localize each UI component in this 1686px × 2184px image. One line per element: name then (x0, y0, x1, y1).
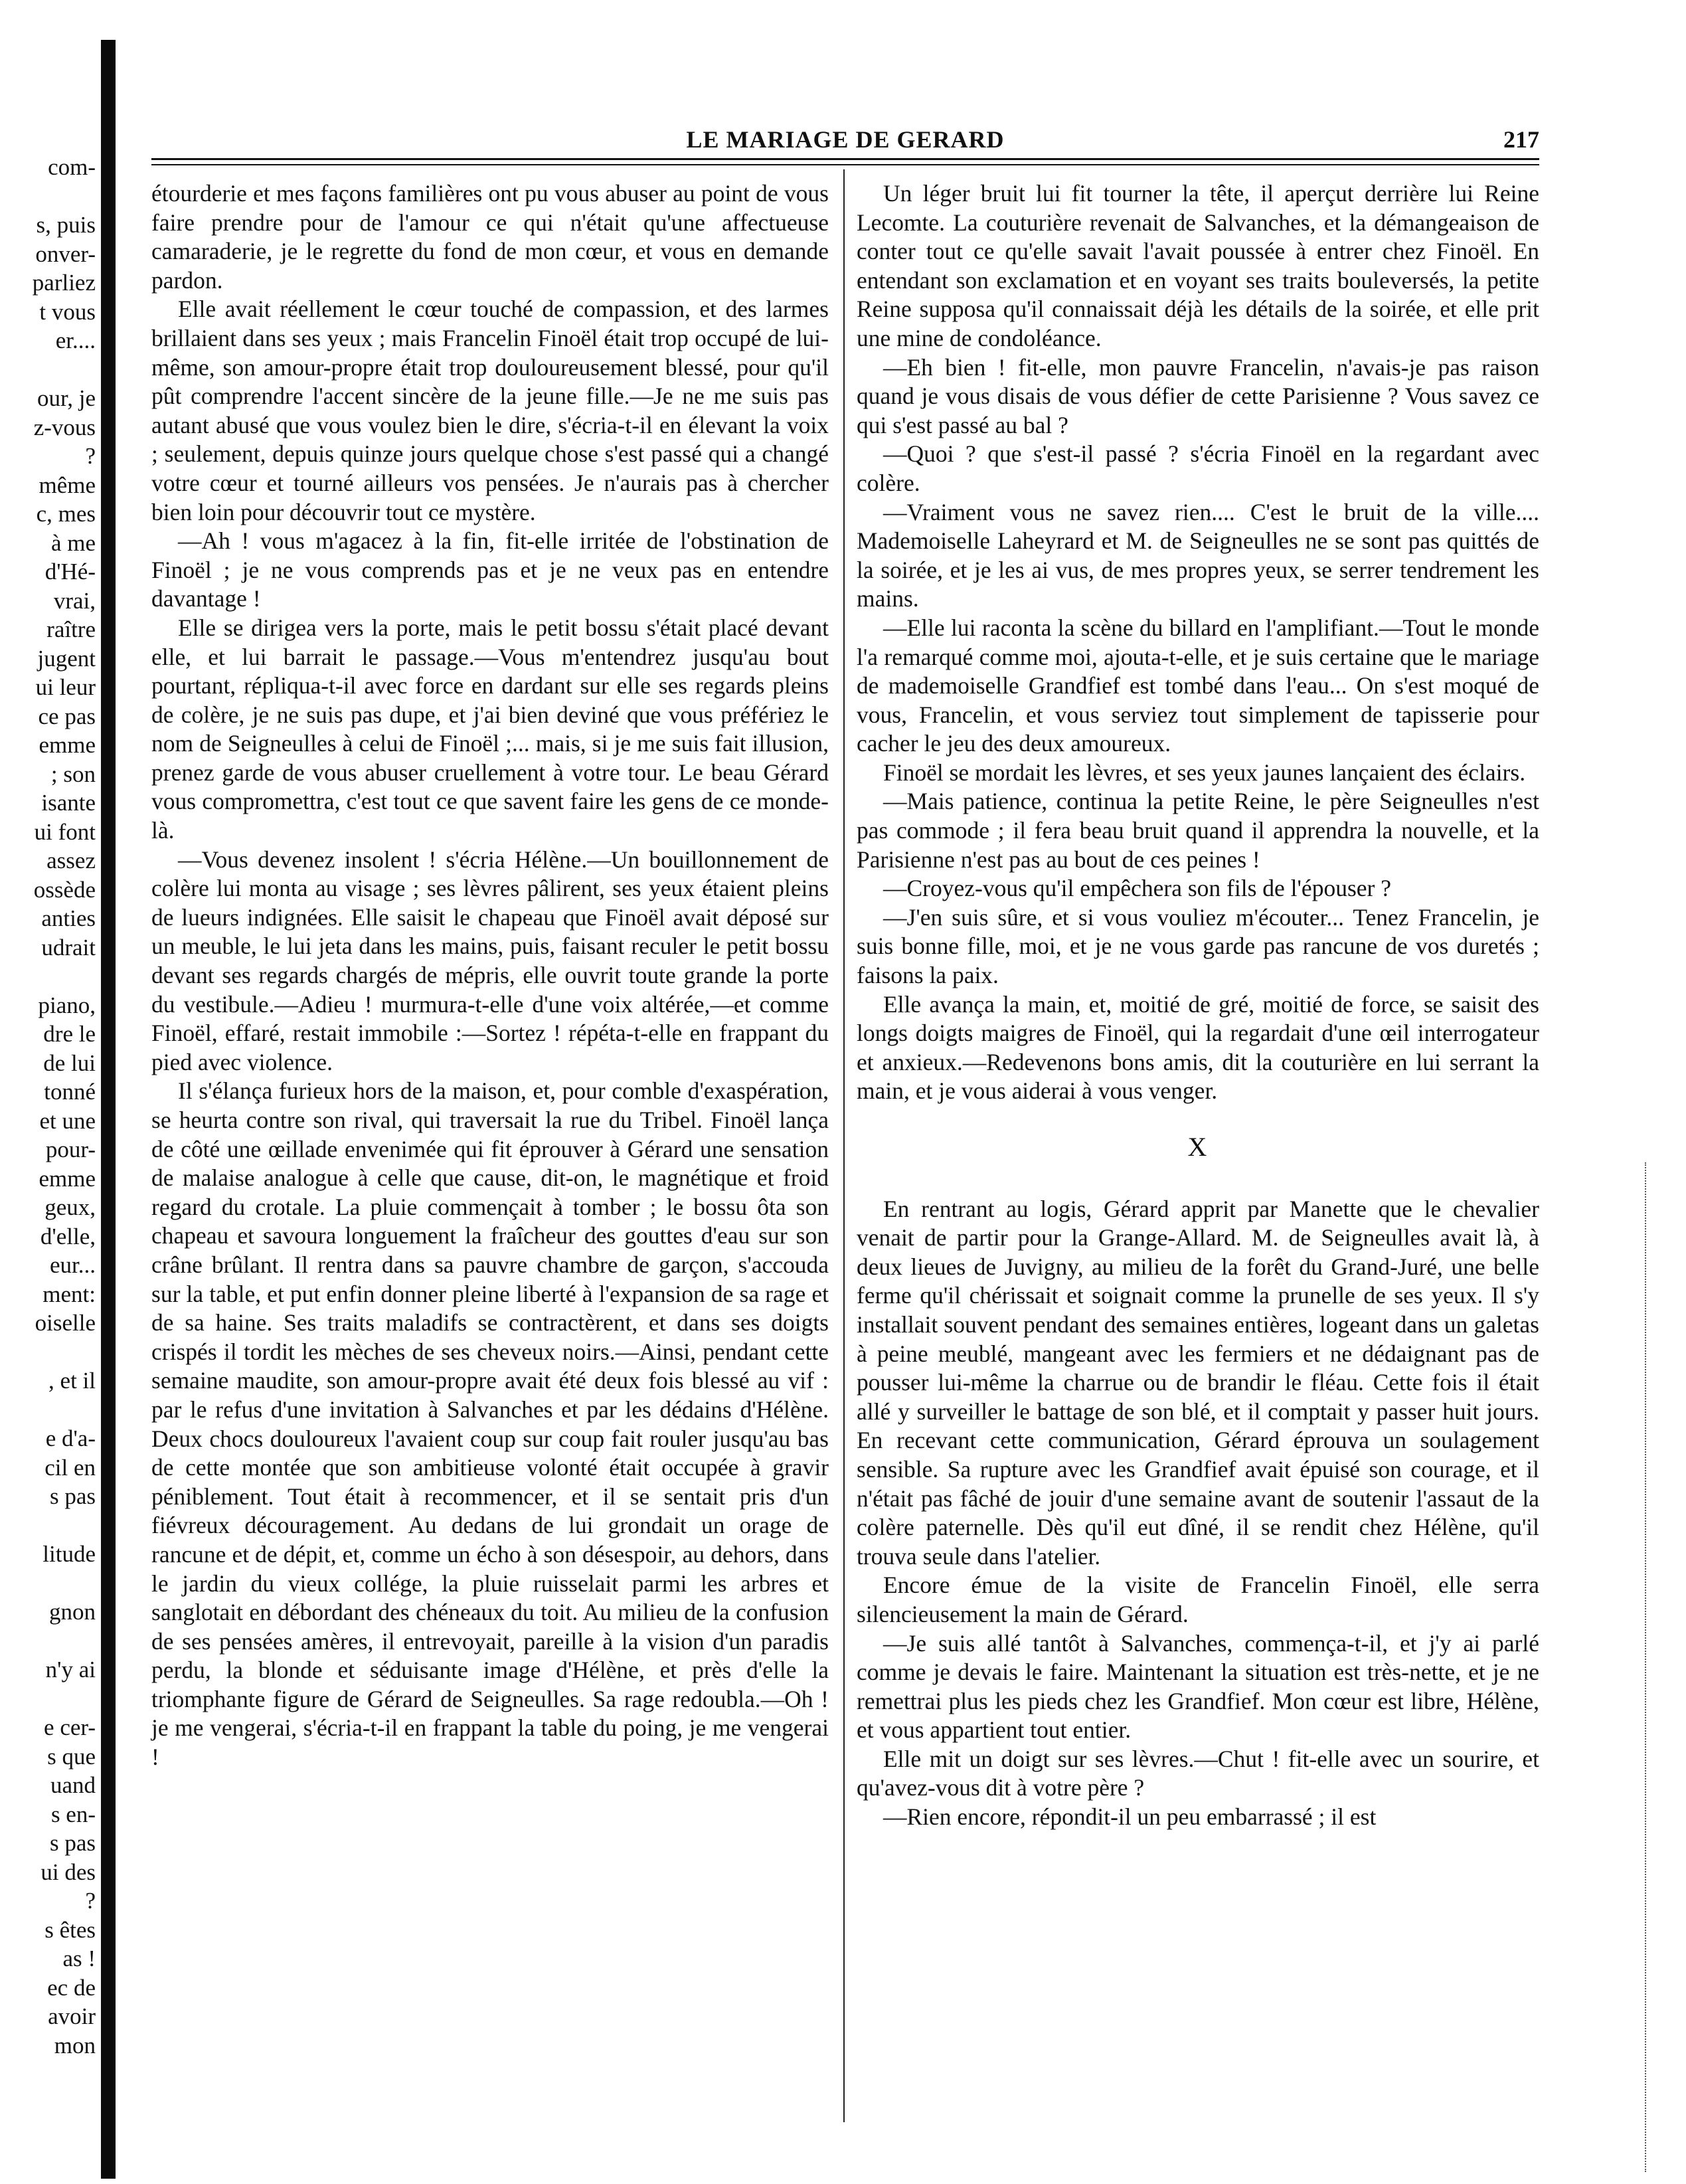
gutter-fragment: , et il (48, 1368, 96, 1394)
gutter-fragment: parliez (32, 270, 96, 296)
column-divider (843, 169, 845, 2122)
gutter-fragment: dre le (43, 1021, 96, 1047)
gutter-fragment: uand (50, 1772, 96, 1798)
gutter-fragment: geux, (44, 1194, 96, 1220)
running-header (151, 123, 1539, 155)
gutter-fragment: avoir (48, 2003, 96, 2029)
gutter-fragment (0, 1569, 100, 1598)
paragraph: —Quoi ? que s'est-il passé ? s'écria Finoël en la regardant avec colère. (857, 440, 1539, 496)
gutter-fragment: eur... (49, 1252, 96, 1278)
gutter-fragment: ui des (41, 1859, 96, 1885)
gutter-fragment (0, 1396, 100, 1425)
gutter-fragment: isante (41, 790, 96, 816)
paragraph: —Rien encore, répondit-il un peu embarrassé ; il est (883, 1803, 1377, 1831)
gutter-fragment: s êtes (44, 1916, 96, 1943)
running-title: LE MARIAGE DE GERARD (686, 126, 1005, 153)
gutter-fragment (0, 1511, 100, 1540)
gutter-fragment: emme (39, 1165, 96, 1192)
gutter-fragment: vrai, (53, 587, 96, 614)
gutter-fragment (0, 1684, 100, 1714)
gutter-fragment: mon (54, 2032, 96, 2058)
gutter-fragment: our, je (37, 385, 96, 411)
gutter-fragment: et une (39, 1107, 96, 1134)
paragraph: Finoël se mordait les lèvres, et ses yeux jaunes lançaient des éclairs. (883, 759, 1526, 786)
gutter-fragment: e d'a- (45, 1425, 96, 1451)
gutter-fragment: raître (46, 616, 96, 642)
gutter-fragment: e cer- (44, 1714, 96, 1740)
gutter-fragment: ossède (33, 876, 96, 903)
header-rule-secondary (151, 164, 1539, 165)
gutter-fragment: ? (85, 443, 96, 469)
paragraph: En rentrant au logis, Gérard apprit par Manette que le chevalier venait de partir pour la Grange-Allard. M. de Seigneulles avait là, à deux lieues de Juvigny, au milieu de la forêt du Grand-Juré, une belle ferme qu'il chérissait et soignait comme la prunelle de ses yeux. Il s'y installait souvent pendant des semaines entières, logeant dans un galetas à peine meublé, mangeant avec les fermiers et ne dédaignant pas de pousser lui-même la charrue ou de brandir le fléau. Cette fois il était allé y surveiller le battage de son blé, et il comptait y passer huit jours. En recevant cette communication, Gérard éprouva un soulagement sensible. Sa rupture avec les Grandfief avait épuisé son courage, et il n'était pas fâché de jouir d'une semaine avant de soutenir l'assaut de la colère paternelle. Dès qu'il eut dîné, il se rendit chez Hélène, qu'il trouva seule dans l'atelier. (857, 1195, 1539, 1570)
paragraph: Un léger bruit lui fit tourner la tête, il aperçut derrière lui Reine Lecomte. La couturière revenait de Salvanches, et la démangeaison de conter tout ce qu'elle savait l'avait poussée à entrer chez Finoël. En entendant son exclamation et en voyant ses traits bouleversés, la petite Reine supposa qu'il connaissait déjà les détails de la soirée, et elle prit une mine de condoléance. (857, 180, 1539, 351)
paragraph: —J'en suis sûre, et si vous vouliez m'écouter... Tenez Francelin, je suis bonne fille, moi, et je ne vous garde pas rancune de vos duretés ; faisons la paix. (857, 903, 1539, 989)
paragraph: —Elle lui raconta la scène du billard en l'amplifiant.—Tout le monde l'a remarqué comme moi, ajouta-t-elle, et je suis certaine que le mariage de mademoiselle Grandfief est tombé dans l'eau... On s'est moqué de vous, Francelin, et vous serviez tout simplement de tapisserie pour cacher le jeu des deux amoureux. (857, 614, 1539, 757)
gutter-fragment: litude (42, 1541, 96, 1567)
chapter-heading: X (1187, 1132, 1209, 1162)
gutter-fragment: ; son (50, 761, 96, 787)
paragraph: —Ah ! vous m'agacez à la fin, fit-elle irritée de l'obstination de Finoël ; je ne vous comprends pas et je ne veux pas en entendre davantage ! (151, 527, 829, 612)
gutter-fragment (0, 1627, 100, 1656)
gutter-fragment: tonné (44, 1079, 96, 1105)
gutter-fragment: s, puis (36, 212, 96, 238)
gutter-fragment: jugent (37, 645, 96, 672)
gutter-fragment: t vous (39, 298, 96, 325)
gutter-fragment: com- (48, 154, 96, 180)
gutter-fragment: s en- (50, 1801, 96, 1827)
gutter-fragment: ce pas (38, 703, 96, 729)
gutter-fragment (0, 962, 100, 991)
paragraph: étourderie et mes façons familières ont pu vous abuser au point de vous faire prendre pour de l'amour ce qui n'était qu'une affectueuse camaraderie, je le regrette du fond de mon cœur, et vous en demande pardon. (151, 180, 829, 294)
gutter-fragment: de lui (43, 1049, 96, 1076)
paragraph: —Eh bien ! fit-elle, mon pauvre Francelin, n'avais-je pas raison quand je vous disais de vous défier de cette Parisienne ? Vous savez ce qui s'est passé au bal ? (857, 353, 1539, 438)
gutter-fragment: ui leur (35, 674, 96, 700)
gutter-fragment: assez (46, 848, 96, 873)
paragraph: —Mais patience, continua la petite Reine, le père Seigneulles n'est pas commode ; il fera beau bruit quand il apprendra la nouvelle, et la Parisienne n'est pas au bout de ces peines ! (857, 788, 1539, 873)
paragraph: Elle mit un doigt sur ses lèvres.—Chut ! fit-elle avec un sourire, et qu'avez-vous dit à votre père ? (857, 1745, 1539, 1801)
paragraph: —Croyez-vous qu'il empêchera son fils de l'épouser ? (883, 875, 1391, 902)
gutter-fragment: z-vous (33, 414, 96, 440)
gutter-fragment: emme (39, 732, 96, 758)
right-column (857, 179, 1539, 1832)
paragraph: Il s'élança furieux hors de la maison, et, pour comble d'exaspération, se heurta contre son rival, qui traversait la rue du Tribel. Finoël lança de côté une œillade envenimée qui fit éprouver à Gérard une sensation de malaise analogue à celle que cause, dit-on, le magnétique et froid regard du crotale. La pluie commençait à tomber ; le bossu ôta son chapeau et savoura longuement la fraîcheur des gouttes d'eau sur son crâne brûlant. Il rentra dans sa pauvre chambre de garçon, s'accouda sur la table, et put enfin donner pleine liberté à l'expansion de sa rage et de sa haine. Ses traits maladifs se contractèrent, et dans ses doigts crispés il tordit les mèches de ses cheveux noirs.—Ainsi, pendant cette semaine maudite, son amour-propre avait été deux fois blessé au vif : par le refus d'une invitation à Salvanches et par les dédains d'Hélène. Deux chocs douloureux l'avaient coup sur coup fait rouler jusqu'au bas de cette montée que son ambitieuse volonté était occupée à gravir péniblement. Tout était à recommencer, et il se sentait pris d'un fiévreux découragement. Au dedans de lui grondait un orage de rancune et de dépit, et, comme un écho à son désespoir, au dehors, dans le jardin du vieux collége, la pluie ruisselait parmi les arbres et sanglotait en débordant des chéneaux du toit. Au milieu de la confusion de ses pensées amères, il entrevoyait, pareille à la vision d'un paradis perdu, la blonde et séduisante image d'Hélène, et près d'elle la triomphante figure de Gérard de Seigneulles. Sa rage redoubla.—Oh ! je me vengerai, s'écria-t-il en frappant la table du poing, je me vengerai ! (151, 1077, 829, 1771)
paragraph: —Je suis allé tantôt à Salvanches, commença-t-il, et j'y ai parlé comme je devais le faire. Maintenant la situation est très-nette, et je ne remettrai plus les pieds chez les Grandfief. Mon cœur est libre, Hélène, et vous appartient tout entier. (857, 1629, 1539, 1744)
gutter-fragment: d'elle, (40, 1223, 96, 1249)
paragraph: Elle avait réellement le cœur touché de compassion, et des larmes brillaient dans ses yeux ; mais Francelin Finoël était trop occupé de lui-même, son amour-propre était trop douloureusement blessé, pour qu'il pût comprendre l'accent sincère de la jeune fille.—Je ne me suis pas autant abusé que vous voulez bien le dire, s'écria-t-il en élevant la voix ; seulement, depuis quinze jours quelque chose s'est passé qui a changé votre cœur et tourné ailleurs vos pensées. Je n'aurais pas à chercher bien loin pour découvrir tout ce mystère. (151, 296, 829, 525)
gutter-fragment: as ! (62, 1946, 96, 1971)
gutter-fragment: s que (47, 1743, 96, 1770)
paragraph: —Vous devenez insolent ! s'écria Hélène.—Un bouillonnement de colère lui monta au visage ; ses lèvres pâlirent, ses yeux étaient pleins de lueurs indignées. Elle saisit le chapeau que Finoël avait déposé sur un meuble, le lui jeta dans les mains, puis, faisant reculer le petit bossu devant ses regards chargés de mépris, elle ouvrit toute grande la porte du vestibule.—Adieu ! murmura-t-elle d'une voix altérée,—et comme Finoël, effaré, restait immobile :—Sortez ! répéta-t-elle en frappant du pied avec violence. (151, 846, 829, 1075)
gutter-fragment: piano, (38, 992, 96, 1018)
page-number: 217 (1503, 126, 1539, 153)
paragraph: Elle avança la main, et, moitié de gré, moitié de force, se saisit des longs doigts maigres de Finoël, qui la regardait d'une œil interrogateur et anxieux.—Redevenons bons amis, dit la couturière en lui serrant la main, et je vous aiderai à vous venger. (857, 990, 1539, 1105)
paragraph: Elle se dirigea vers la porte, mais le petit bossu s'était placé devant elle, et lui barrait le passage.—Vous m'entendrez jusqu'au bout pourtant, répliqua-t-il avec force en dardant sur elle ses regards pleins de colère, je ne suis pas dupe, et j'ai bien deviné que vous préfériez le nom de Seigneulles à celui de Finoël ;... mais, si je me suis fait illusion, prenez garde de vous abuser cruellement à votre tour. Le beau Gérard vous compromettra, c'est tout ce que savent faire les gens de ce monde-là. (151, 614, 829, 844)
gutter-fragment: anties (41, 905, 96, 931)
gutter-fragment: er.... (55, 327, 96, 353)
gutter-fragment: ui font (34, 818, 96, 845)
gutter-fragment: gnon (49, 1599, 96, 1625)
paragraph: Encore émue de la visite de Francelin Finoël, elle serra silencieusement la main de Gérard. (857, 1572, 1539, 1627)
gutter-fragment: udrait (41, 934, 96, 960)
gutter-fragment (0, 182, 100, 211)
header-rule (151, 158, 1539, 160)
paragraph: —Vraiment vous ne savez rien.... C'est le bruit de la ville.... Mademoiselle Laheyrard et M. de Seigneulles ne se sont pas quittés de la soirée, et je les ai vus, de mes propres yeux, se serrer tendrement les mains. (857, 498, 1539, 612)
gutter-fragment: même (39, 472, 96, 498)
gutter-fragment: onver- (35, 240, 96, 267)
left-column (151, 179, 829, 1772)
gutter-fragment: s pas (49, 1830, 96, 1856)
gutter-fragment: c, mes (36, 501, 96, 527)
gutter-fragment (0, 355, 100, 385)
gutter-fragment: pour- (45, 1137, 96, 1162)
gutter-fragment: ec de (47, 1974, 96, 2001)
gutter-fragment: oiselle (35, 1310, 96, 1336)
gutter-fragment: d'Hé- (44, 559, 96, 585)
gutter-fragment: n'y ai (45, 1657, 96, 1683)
adjacent-page-gutter (0, 153, 100, 2099)
gutter-fragment (0, 1338, 100, 1367)
gutter-fragment: ment: (42, 1281, 96, 1307)
gutter-fragment: à me (50, 529, 96, 556)
right-column-second-part (857, 1195, 1539, 1832)
gutter-fragment: cil en (44, 1454, 96, 1481)
page-edge (1645, 1162, 1686, 2172)
right-column-first-part (857, 179, 1539, 1106)
gutter-fragment: s pas (49, 1483, 96, 1509)
gutter-fragment: ? (85, 1888, 96, 1914)
binding-shadow (101, 40, 116, 2179)
